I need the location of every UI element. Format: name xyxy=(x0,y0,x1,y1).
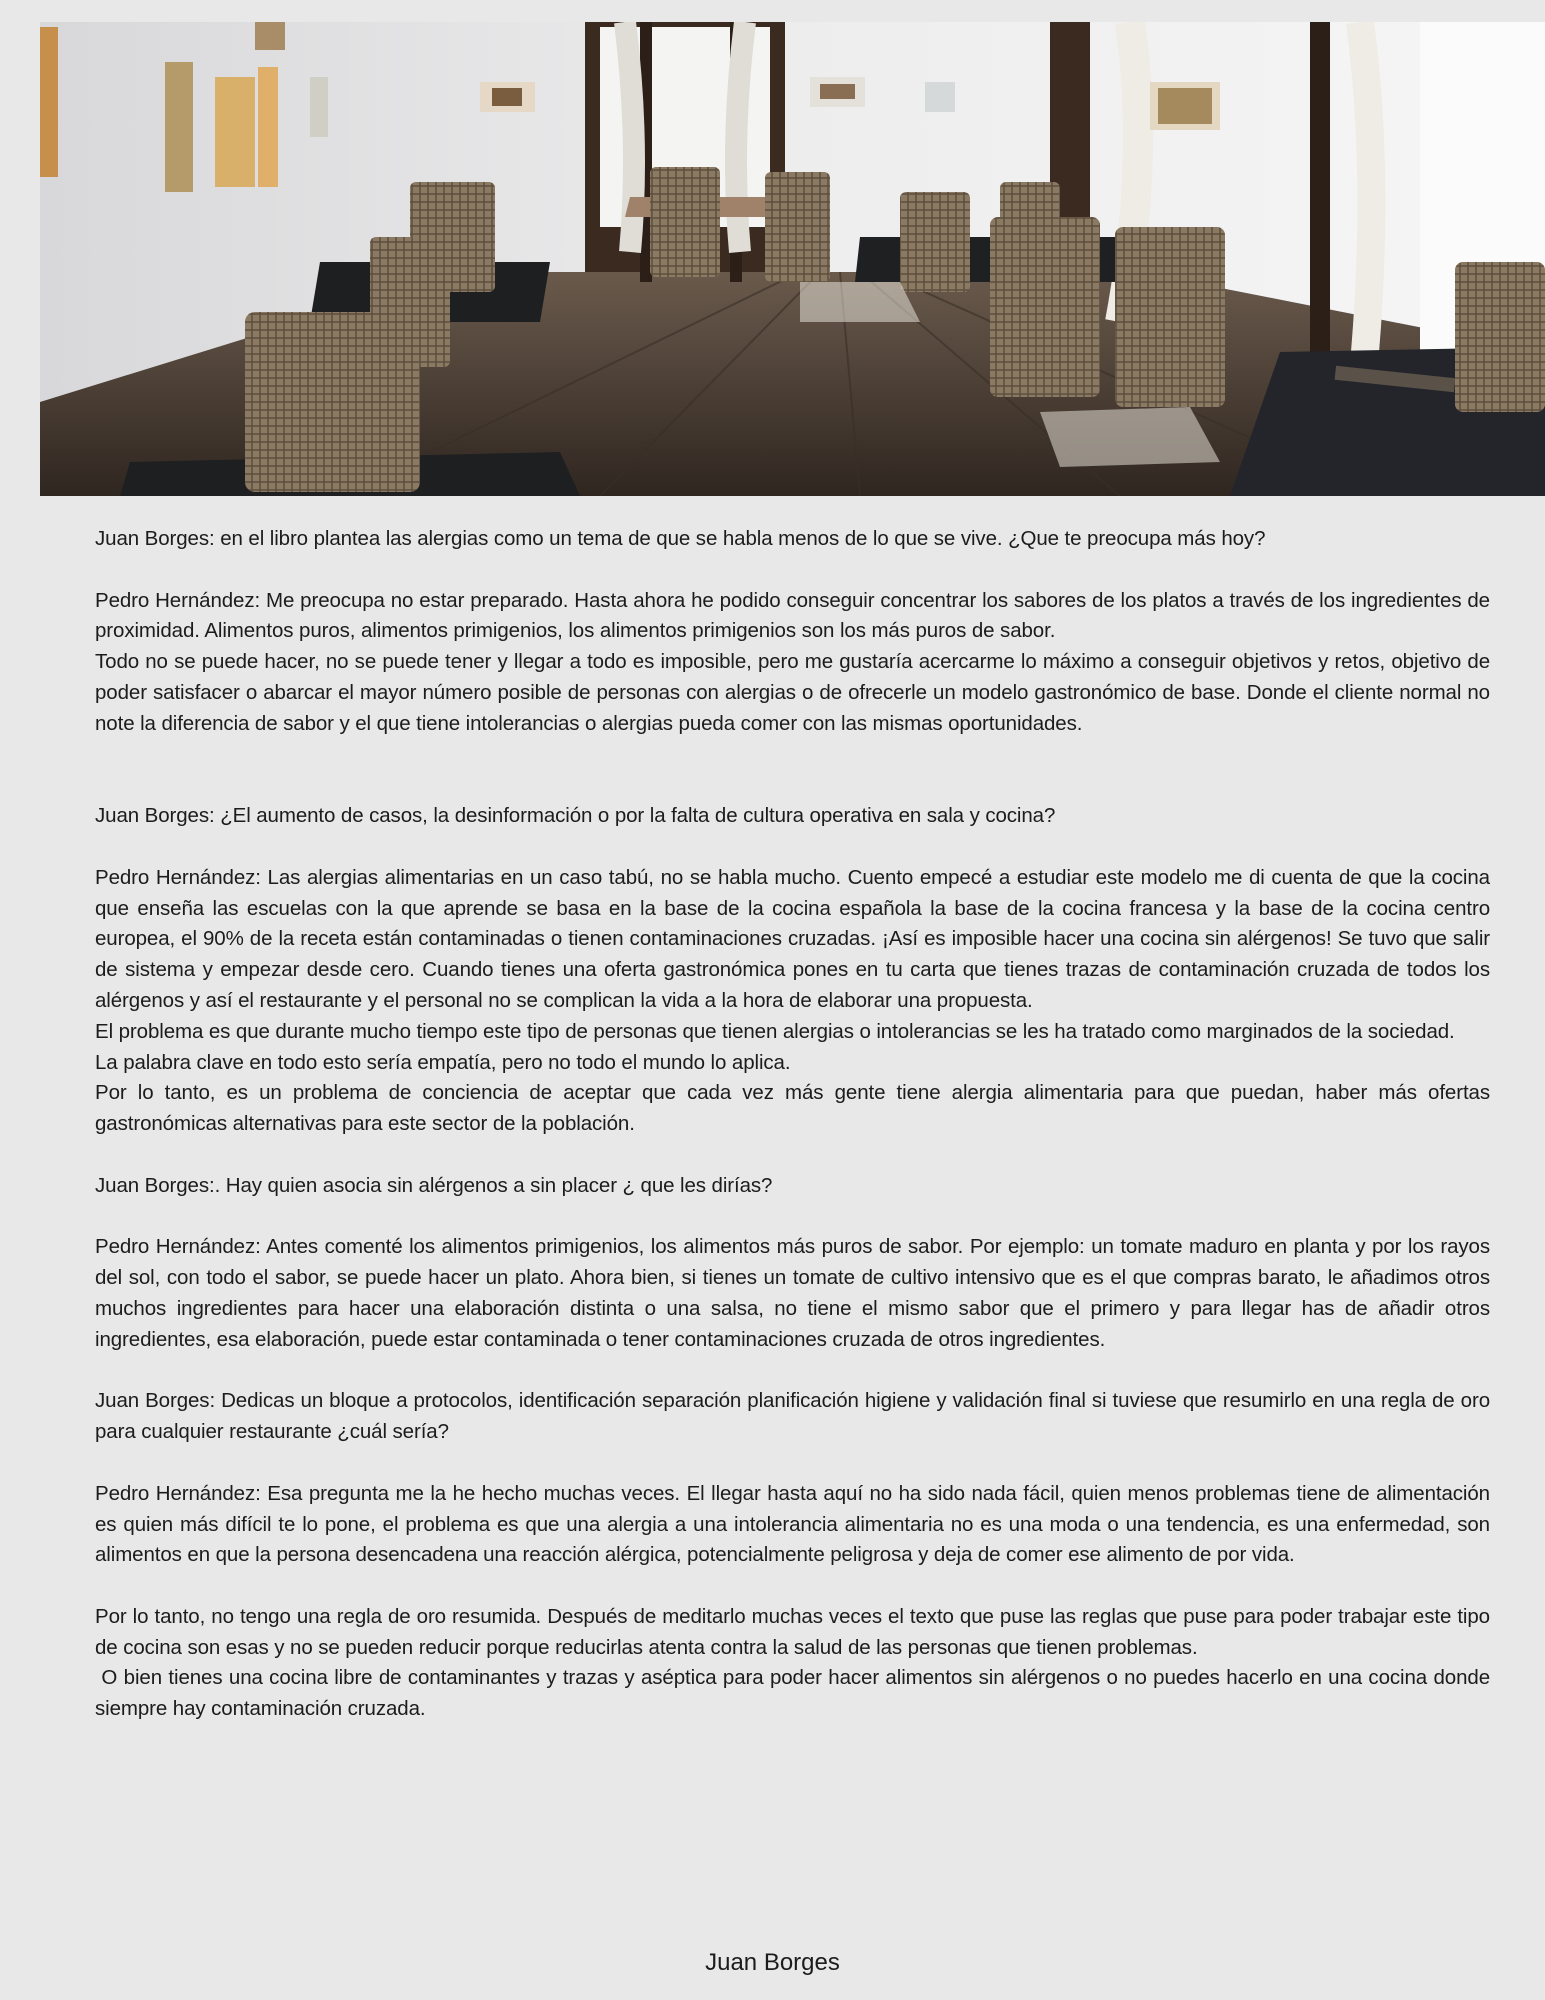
question-paragraph: Juan Borges:. Hay quien asocia sin alérgenos a sin placer ¿ que les dirías? xyxy=(95,1173,773,1197)
answer-paragraph: Pedro Hernández: Antes comenté los alimentos primigenios, los alimentos más puros de sabor. Por ejemplo: un tomate maduro en planta y por los rayos del sol, con todo el sabor, se puede hacer un plato. Ahora bien, si tienes un tomate de cultivo intensivo que es el que compras barato, le añadimos otros muchos ingredientes para hacer una elaboración distinta o una salsa, no tiene el mismo sabor que el primero y para llegar has de añadir otros ingredientes, esa elaboración, puede estar contaminada o tener contaminaciones cruzada de otros ingredientes. xyxy=(95,1235,1490,1351)
answer-paragraph: La palabra clave en todo esto sería empatía, pero no todo el mundo lo aplica. xyxy=(95,1050,791,1074)
answer-paragraph: Pedro Hernández: Esa pregunta me la he hecho muchas veces. El llegar hasta aquí no ha sido nada fácil, quien menos problemas tiene de alimentación es quien más difícil te lo pone, el problema es que una alergia a una intolerancia alimentaria no es una moda o una tendencia, es una enfermedad, son alimentos en que la persona desencadena una reacción alérgica, potencialmente peligrosa y deja de comer ese alimento de por vida. xyxy=(95,1481,1490,1567)
restaurant-dining-room-photo xyxy=(40,22,1545,496)
answer-paragraph: Pedro Hernández: Me preocupa no estar preparado. Hasta ahora he podido conseguir concentrar los sabores de los platos a través de los ingredientes de proximidad. Alimentos puros, alimentos primigenios, los alimentos primigenios son los más puros de sabor. xyxy=(95,588,1490,643)
question-paragraph: Juan Borges: Dedicas un bloque a protocolos, identificación separación planificación higiene y validación final si tuviese que resumirlo en una regla de oro para cualquier restaurante ¿cuál sería? xyxy=(95,1389,1490,1444)
answer-paragraph: Pedro Hernández: Las alergias alimentarias en un caso tabú, no se habla mucho. Cuento empecé a estudiar este modelo me di cuenta de que la cocina que enseña las escuelas con la que aprende se basa en la base de la cocina española la base de la cocina francesa y la base de la cocina centro europea, el 90% de la receta están contaminadas o tienen contaminaciones cruzadas. ¡Así es imposible hacer una cocina sin alérgenos! Se tuvo que salir de sistema y empezar desde cero. Cuando tienes una oferta gastronómica pones en tu carta que tienes trazas de contaminación cruzada de todos los alérgenos y así el restaurante y el personal no se complican la vida a la hora de elaborar una propuesta. xyxy=(95,865,1490,1012)
author-signature: Juan Borges xyxy=(705,1949,840,1976)
answer-paragraph: Todo no se puede hacer, no se puede tener y llegar a todo es imposible, pero me gustaría acercarme lo máximo a conseguir objetivos y retos, objetivo de poder satisfacer o abarcar el mayor número posible de personas con alergias o de ofrecerle un modelo gastronómico de base. Donde el cliente normal no note la diferencia de sabor y el que tiene intolerancias o alergias pueda comer con las mismas oportunidades. xyxy=(95,650,1490,735)
question-paragraph: Juan Borges: ¿El aumento de casos, la desinformación o por la falta de cultura operativa en sala y cocina? xyxy=(95,804,1056,828)
hero-image xyxy=(40,22,1545,496)
answer-paragraph: Por lo tanto, no tengo una regla de oro resumida. Después de meditarlo muchas veces el texto que puse las reglas que puse para poder trabajar este tipo de cocina son esas y no se pueden reducir porque reducirlas atenta contra la salud de las personas que tienen problemas. xyxy=(95,1604,1490,1659)
question-paragraph: Juan Borges: en el libro plantea las alergias como un tema de que se habla menos de lo que se vive. ¿Que te preocupa más hoy? xyxy=(95,527,1266,550)
interview-article xyxy=(95,524,1496,1725)
answer-paragraph: Por lo tanto, es un problema de conciencia de aceptar que cada vez más gente tiene alergia alimentaria para que puedan, haber más ofertas gastronómicas alternativas para este sector de la población. xyxy=(95,1081,1490,1136)
answer-paragraph: O bien tienes una cocina libre de contaminantes y trazas y aséptica para poder hacer alimentos sin alérgenos o no puedes hacerlo en una cocina donde siempre hay contaminación cruzada. xyxy=(95,1666,1496,1721)
answer-paragraph: El problema es que durante mucho tiempo este tipo de personas que tienen alergias o intolerancias se les ha tratado como marginados de la sociedad. xyxy=(95,1019,1455,1043)
